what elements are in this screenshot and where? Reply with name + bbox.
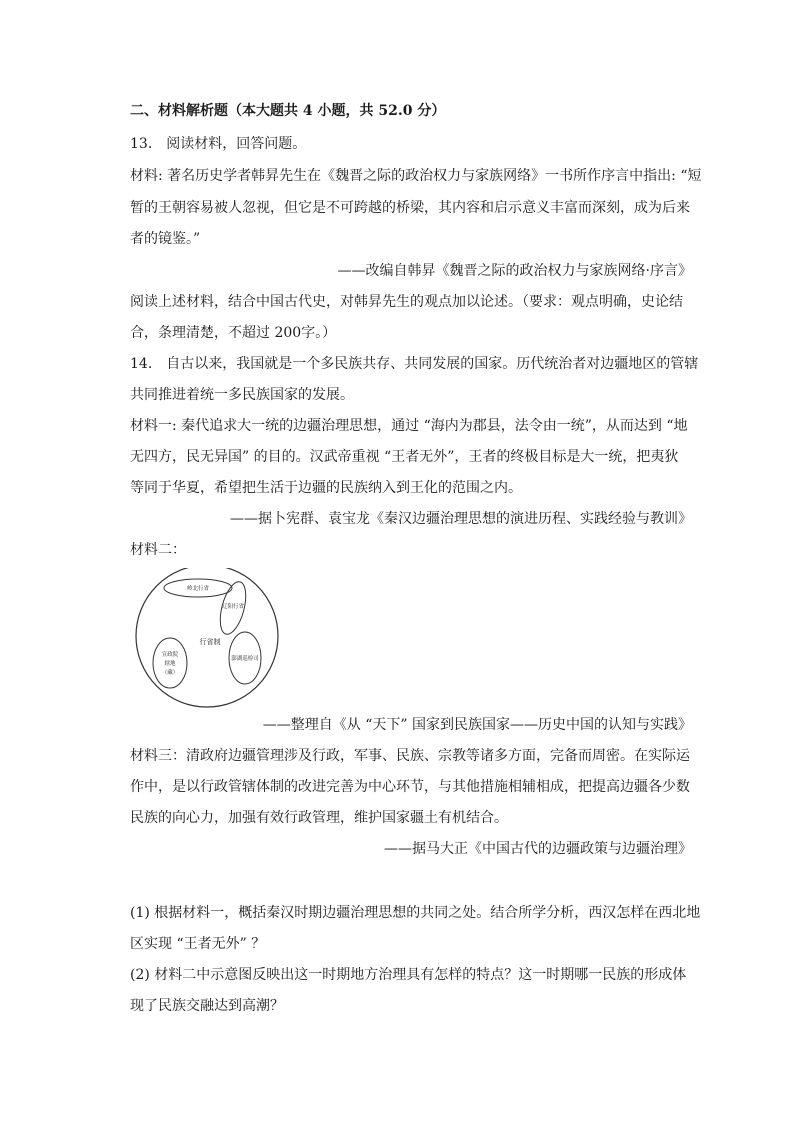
administrative-diagram [130,568,285,708]
diagram-svg [130,568,285,708]
q13-material-line: 材料: 著名历史学者韩昇先生在《魏晋之际的政治权力与家族网络》一书所作序言中指出: “短 [130,168,702,184]
q14-sub1-line: 区实现 “王者无外” ？ [130,936,266,952]
q14-material1-source: ——据卜宪群、袁宝龙《秦汉边疆治理思想的演进历程、实践经验与教训》 [230,511,692,527]
q13-material-line: 暂的王朝容易被人忽视，但它是不可跨越的桥梁，其内容和启示意义丰富而深刻，成为后来 [130,200,690,216]
q14-material1-line: 等同于华夏，希望把生活于边疆的民族纳入到王化的范围之内。 [130,480,522,496]
q14-material1-line: 无四方，民无异国” 的目的。汉武帝重视 “王者无外”，王者的终极目标是大一统，把夷狄 [130,449,679,465]
diagram-center-label: 行省制 [199,638,221,646]
diagram-left-label-3: （藏） [161,670,179,676]
diagram-left-label-2: 辖地 [164,661,176,667]
q14-material3-line: 作中，是以行政管辖体制的改进完善为中心环节，与其他措施相辅相成，把提高边疆各少数 [130,779,690,795]
q13-task-line: 合，条理清楚，不超过 200字。） [130,325,337,341]
q14-material3-line: 材料三：清政府边疆管理涉及行政，军事、民族、宗教等诸多方面，完备而周密。在实际运 [130,748,690,764]
q14-intro-line: 14. 自古以来，我国就是一个多民族共存、共同发展的国家。历代统治者对边疆地区的管辖 [130,356,699,372]
q13-source: ——改编自韩昇《魏晋之际的政治权力与家族网络·序言》 [337,263,692,279]
diagram-left-label-1: 宣政院 [161,652,179,658]
q14-intro-line: 共同推进着统一多民族国家的发展。 [130,387,354,403]
q13-task-line: 阅读上述材料，结合中国古代史，对韩昇先生的观点加以论述。（要求：观点明确，史论结 [130,294,683,310]
q13-stem: 13. 阅读材料，回答问题。 [130,136,307,152]
q14-material2-source: ——整理自《从 “天下” 国家到民族国家——历史中国的认知与实践》 [262,717,692,733]
q14-material3-line: 民族的向心力，加强有效行政管理，维护国家疆土有机结合。 [130,810,508,826]
q13-material-line: 者的镜鉴。” [130,231,201,247]
diagram-right-bottom-label: 澎湖巡检司 [231,656,259,662]
diagram-top-label: 岭北行省 [186,586,210,592]
q14-sub2-line: (2) 材料二中示意图反映出这一时期地方治理具有怎样的特点？这一时期哪一民族的形成体 [130,967,687,983]
q14-sub2-line: 现了民族交融达到高潮？ [130,998,284,1014]
q14-material1-line: 材料一: 秦代追求大一统的边疆治理思想，通过 “海内为郡县，法令由一统”，从而达到 “地 [130,418,688,434]
q14-material3-source: ——据马大正《中国古代的边疆政策与边疆治理》 [384,841,692,857]
diagram-right-top-label: 辽阳行省 [221,604,245,610]
q14-material2-label: 材料二： [130,542,186,558]
section-heading: 二、材料解析题（本大题共 4 小题，共 52.0 分） [130,103,446,119]
q14-sub1-line: (1) 根据材料一，概括秦汉时期边疆治理思想的共同之处。结合所学分析，西汉怎样在西北地 [130,905,701,921]
